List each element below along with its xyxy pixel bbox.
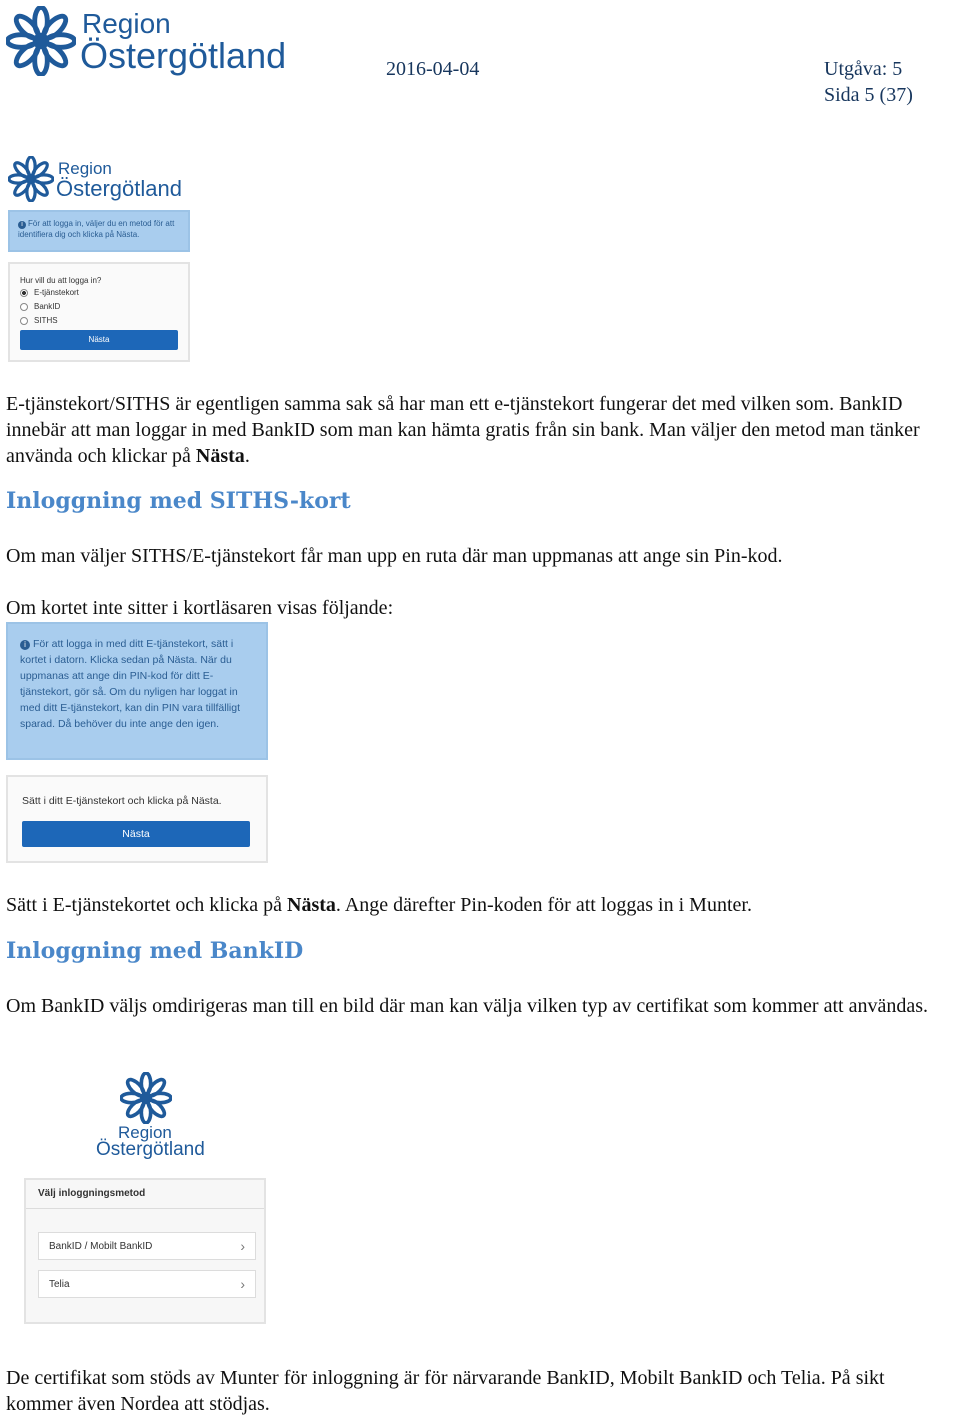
card-form-panel [6, 775, 268, 863]
info-box [8, 210, 190, 252]
siths-paragraph-2: Om kortet inte sitter i kortläsaren visas följande: [6, 597, 394, 619]
bankid-method-panel [24, 1178, 266, 1324]
info-icon: i [18, 221, 26, 229]
intro-bold-nasta: Nästa [195, 445, 245, 467]
chevron-right-icon: › [240, 1276, 245, 1292]
radio-icon [20, 317, 28, 325]
siths-heading: Inloggning med SITHS-kort [6, 488, 351, 514]
bankid-heading: Inloggning med BankID [6, 938, 304, 964]
radio-label: SITHS [34, 316, 58, 325]
card-instruction: Sätt i ditt E-tjänstekort och klicka på Nästa. [22, 795, 222, 807]
logo-ostergotland-text: Östergötland [80, 35, 287, 76]
document-date: 2016-04-04 [386, 58, 480, 80]
flower-logo-icon [120, 1072, 172, 1124]
radio-option-siths[interactable] [20, 316, 58, 325]
card-bold-nasta: Nästa [287, 894, 336, 916]
logo-region-text: Region [58, 159, 112, 178]
title-divider [26, 1208, 264, 1209]
info-icon: i [20, 640, 30, 650]
login-method-screenshot [8, 156, 190, 362]
flower-logo-icon [6, 6, 76, 76]
chevron-right-icon: › [240, 1238, 245, 1254]
header-logo [6, 6, 286, 78]
radio-option-bankid[interactable] [20, 302, 60, 311]
bankid-option-telia[interactable] [38, 1270, 256, 1298]
option-label: BankID / Mobilt BankID [49, 1241, 153, 1252]
radio-option-etjanstekort[interactable] [20, 288, 79, 297]
radio-selected-icon [20, 289, 28, 297]
card-paragraph [6, 892, 956, 918]
card-next-button[interactable]: Nästa [22, 821, 250, 847]
document-edition: Utgåva: 5 [824, 58, 903, 80]
intro-text: E-tjänstekort/SITHS är egentligen samma sak så har man ett e-tjänstekort fungerar det med vilken som. BankID innebär att man loggar in med BankID som man kan hämta gratis från sin bank. Man väljer den metod man tänker använda och klickar på [6, 393, 920, 467]
info-text: För att logga in, väljer du en metod för att identifiera dig och klicka på Nästa. [18, 219, 175, 239]
page-number: Sida 5 (37) [824, 84, 913, 106]
login-question: Hur vill du att logga in? [20, 276, 102, 285]
card-info-box [6, 622, 268, 760]
bankid-paragraph: Om BankID väljs omdirigeras man till en bild där man kan välja vilken typ av certifikat som kommer att användas. [6, 995, 928, 1017]
card-text: Sätt i E-tjänstekortet och klicka på [6, 894, 288, 916]
next-button[interactable]: Nästa [20, 330, 178, 350]
intro-text-end: . [244, 445, 250, 467]
closing-paragraph: De certifikat som stöds av Munter för inloggning är för närvarande BankID, Mobilt BankID och Telia. På sikt kommer även Nordea att stödjas. [6, 1367, 885, 1415]
card-info-text: För att logga in med ditt E-tjänstekort, sätt i kortet i datorn. Klicka sedan på Nästa. När du uppmanas att ange din PIN-kod för ditt E-tjänstekort, gör så. Om du nyligen har loggat in med ditt E-tjänstekort, kan din PIN vara tillfälligt sparad. Då behöver du inte ange den igen. [20, 638, 241, 730]
flower-logo-icon [8, 156, 54, 202]
radio-label: BankID [34, 302, 61, 311]
option-label: Telia [49, 1279, 70, 1290]
bankid-panel-title: Välj inloggningsmetod [38, 1188, 146, 1199]
card-text-end: . Ange därefter Pin-koden för att loggas in i Munter. [335, 894, 752, 916]
siths-paragraph-1: Om man väljer SITHS/E-tjänstekort får man upp en ruta där man uppmanas att ange sin Pin-kod. [6, 545, 783, 567]
small-logo [8, 156, 190, 206]
bankid-option-bankid[interactable] [38, 1232, 256, 1260]
logo-region-text: Region [82, 8, 171, 39]
radio-label: E-tjänstekort [34, 288, 79, 297]
logo-region-text: Region [118, 1123, 172, 1142]
radio-icon [20, 303, 28, 311]
login-form-panel [8, 262, 190, 362]
logo-ostergotland-text: Östergötland [56, 176, 182, 201]
bankid-logo [96, 1072, 206, 1162]
intro-paragraph [6, 391, 956, 469]
logo-ostergotland-text: Östergötland [96, 1139, 205, 1160]
